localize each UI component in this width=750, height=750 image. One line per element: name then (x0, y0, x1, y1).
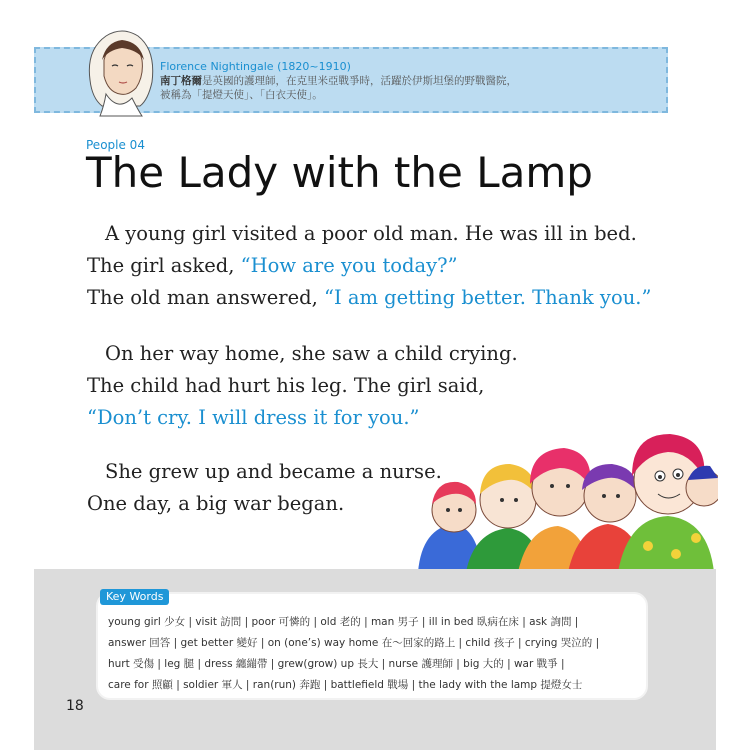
banner-line2: 被稱為「提燈天使」、「白衣天使」。 (160, 89, 323, 101)
banner-name-chinese: 南丁格爾 (160, 75, 202, 87)
keywords-line: young girl 少女 | visit 訪問 | poor 可憐的 | old 老的 | man 男子 | ill in bed 臥病在床 | ask 詢問 | (108, 616, 579, 628)
text-line: A young girl visited a poor old man. He was ill in bed. (105, 222, 637, 245)
story-title: The Lady with the Lamp (86, 148, 593, 197)
quote-text: “How are you today?” (240, 254, 458, 277)
nightingale-portrait-icon (82, 20, 160, 120)
text-span: The old man answered, (87, 286, 324, 309)
banner-person-name: Florence Nightingale (1820~1910) (160, 60, 351, 73)
quote-text: “Don’t cry. I will dress it for you.” (87, 406, 420, 429)
text-span: The girl asked, (87, 254, 241, 277)
children-illustration-icon (418, 428, 718, 572)
text-line: On her way home, she saw a child crying. (105, 342, 518, 365)
banner-line1: 是英國的護理師，在克里米亞戰爭時，活躍於伊斯坦堡的野戰醫院， (202, 75, 517, 87)
text-line: One day, a big war began. (87, 492, 345, 515)
keywords-line: answer 回答 | get better 變好 | on (one’s) way home 在～回家的路上 | child 孩子 | crying 哭泣的 | (108, 637, 600, 649)
quote-text: “I am getting better. Thank you.” (324, 286, 652, 309)
text-line (87, 250, 651, 282)
keywords-line: hurt 受傷 | leg 腿 | dress 纏繃帶 | grew(grow) up 長大 | nurse 護理師 | big 大的 | war 戰爭 | (108, 658, 565, 670)
page-number: 18 (66, 698, 84, 714)
paragraph-2 (87, 338, 518, 434)
keywords-line: care for 照顧 | soldier 軍人 | ran(run) 奔跑 | battlefield 戰場 | the lady with the lamp 提燈女士 (108, 679, 583, 691)
paragraph-1 (87, 218, 651, 314)
banner-description (160, 74, 620, 102)
text-line: She grew up and became a nurse. (105, 460, 442, 483)
keywords-tag: Key Words (100, 589, 169, 605)
paragraph-3 (87, 456, 442, 520)
text-line: The child had hurt his leg. The girl said, (87, 374, 485, 397)
section-label: People 04 (86, 138, 145, 152)
text-line (87, 282, 651, 314)
